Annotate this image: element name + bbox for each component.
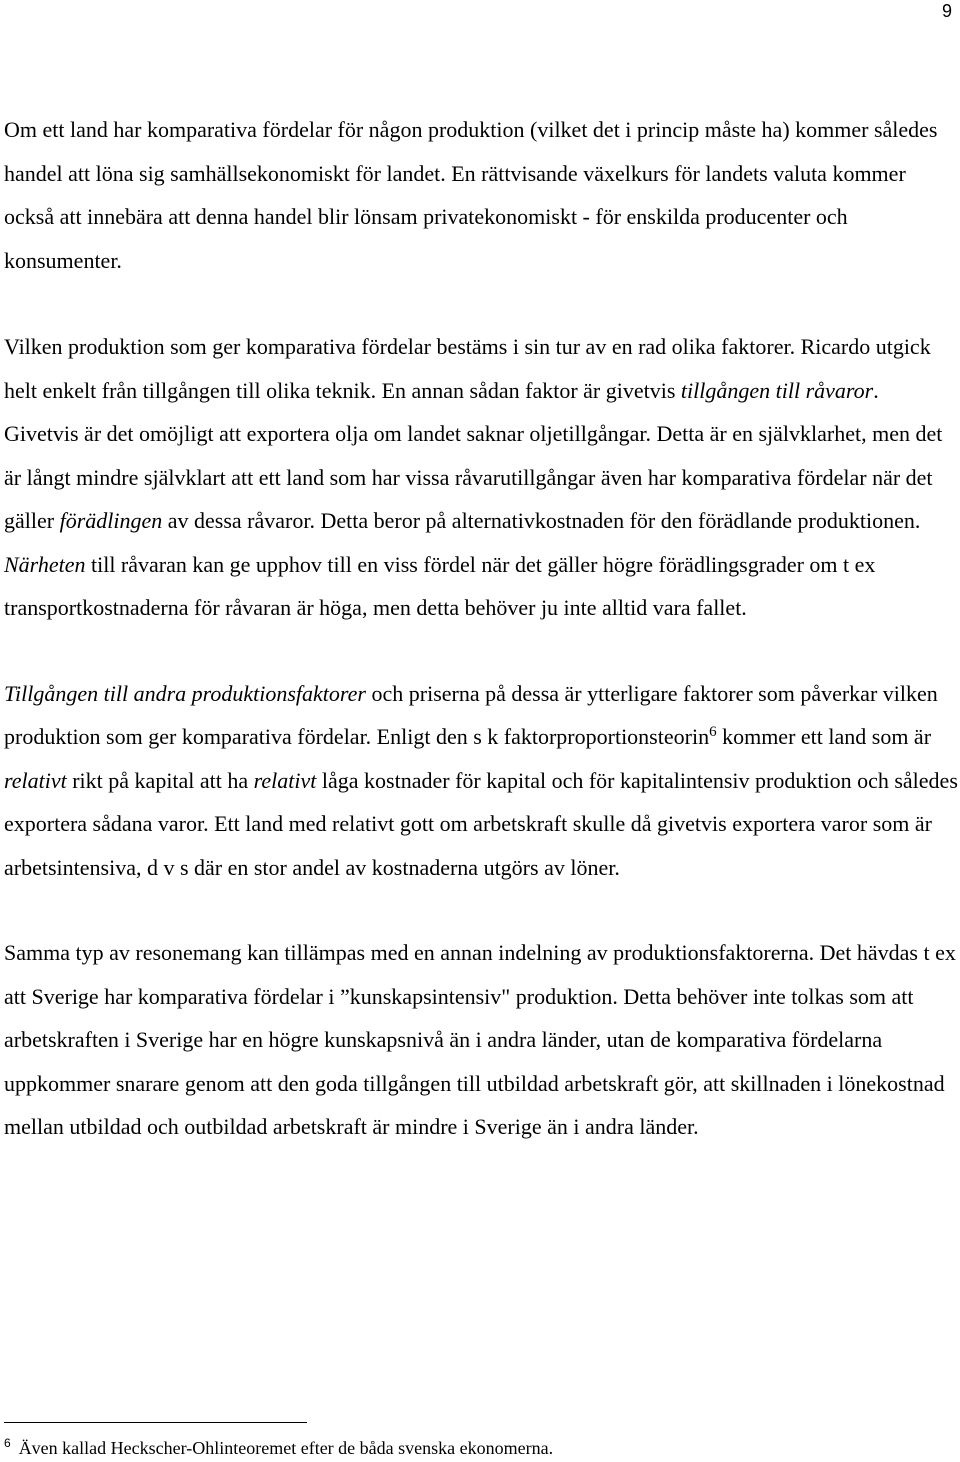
page-number: 9 (941, 1, 952, 21)
italic-term-narheten: Närheten (4, 551, 86, 577)
footnote (4, 1437, 553, 1459)
paragraph-2-text-d: till råvaran kan ge upphov till en viss fördel när det gäller högre förädlingsgrader om t ex transportkostnaderna för råvaran är höga, men detta behöver ju inte alltid vara fallet. (4, 551, 876, 620)
italic-term-relativt-2: relativt (253, 767, 317, 793)
paragraph-3-text-c: rikt på kapital att ha (66, 767, 254, 793)
paragraph-1 (4, 108, 958, 282)
paragraph-2 (4, 325, 958, 630)
body-text (4, 108, 958, 1149)
paragraph-3 (4, 672, 958, 890)
paragraph-1-text: Om ett land har komparativa fördelar för någon produktion (vilket det i princip måste ha) kommer således handel att löna sig samhällsekonomiskt för landet. En rättvisande växelkurs för landets valuta kommer också att innebära att denna handel blir lönsam privatekonomiskt - för enskilda producenter och konsumenter. (4, 117, 938, 273)
footnote-marker: 6 (4, 1436, 11, 1450)
paragraph-3-text-b: kommer ett land som är (716, 724, 932, 749)
italic-term-tillgangen-till-ravaror: tillgången till råvaror (680, 377, 874, 403)
footnote-separator (4, 1422, 307, 1423)
italic-term-tillgangen-till-andra-produktionsfaktorer: Tillgången till andra produktionsfaktorer (4, 680, 366, 706)
italic-term-relativt-1: relativt (4, 767, 67, 793)
paragraph-3-text-d: låga kostnader för kapital och för kapitalintensiv produktion och således exportera sådana varor. Ett land med relativt gott om arbetskraft skulle då givetvis exportera varor som är arbetsintensiva, d v s där en stor andel av kostnaderna utgörs av löner. (4, 767, 958, 880)
paragraph-3-text-a: och priserna på dessa är ytterligare faktorer som påverkar vilken produktion som ger komparativa fördelar. Enligt den s k faktorproportionsteorin (4, 680, 938, 749)
footnote-text: Även kallad Heckscher-Ohlinteoremet efter de båda svenska ekonomerna. (18, 1438, 554, 1458)
paragraph-2-text-b: . Givetvis är det omöjligt att exportera olja om landet saknar oljetillgångar. Detta är en självklarhet, men det är långt mindre självklart att ett land som har vissa råvarutillgångar även har komparativa fördelar när det gäller (4, 377, 943, 533)
paragraph-2-text-c: av dessa råvaror. Detta beror på alternativkostnaden för den förädlande produktionen. (162, 508, 921, 533)
footnote-reference[interactable]: 6 (709, 724, 717, 740)
paragraph-2-text-a: Vilken produktion som ger komparativa fördelar bestäms i sin tur av en rad olika faktorer. Ricardo utgick helt enkelt från tillgången till olika teknik. En annan sådan faktor är givetvis (4, 334, 931, 403)
italic-term-foradlingen: förädlingen (59, 508, 163, 533)
paragraph-4-text: Samma typ av resonemang kan tillämpas med en annan indelning av produktionsfaktorerna. Det hävdas t ex att Sverige har komparativa fördelar i ”kunskapsintensiv" produktion. Detta behöver inte tolkas som att arbetskraften i Sverige har en högre kunskapsnivå än i andra länder, utan de komparativa fördelarna uppkommer snarare genom att den goda tillgången till utbildad arbetskraft gör, att skillnaden i lönekostnad mellan utbildad och outbildad arbetskraft är mindre i Sverige än i andra länder. (4, 940, 956, 1139)
paragraph-4 (4, 931, 958, 1149)
